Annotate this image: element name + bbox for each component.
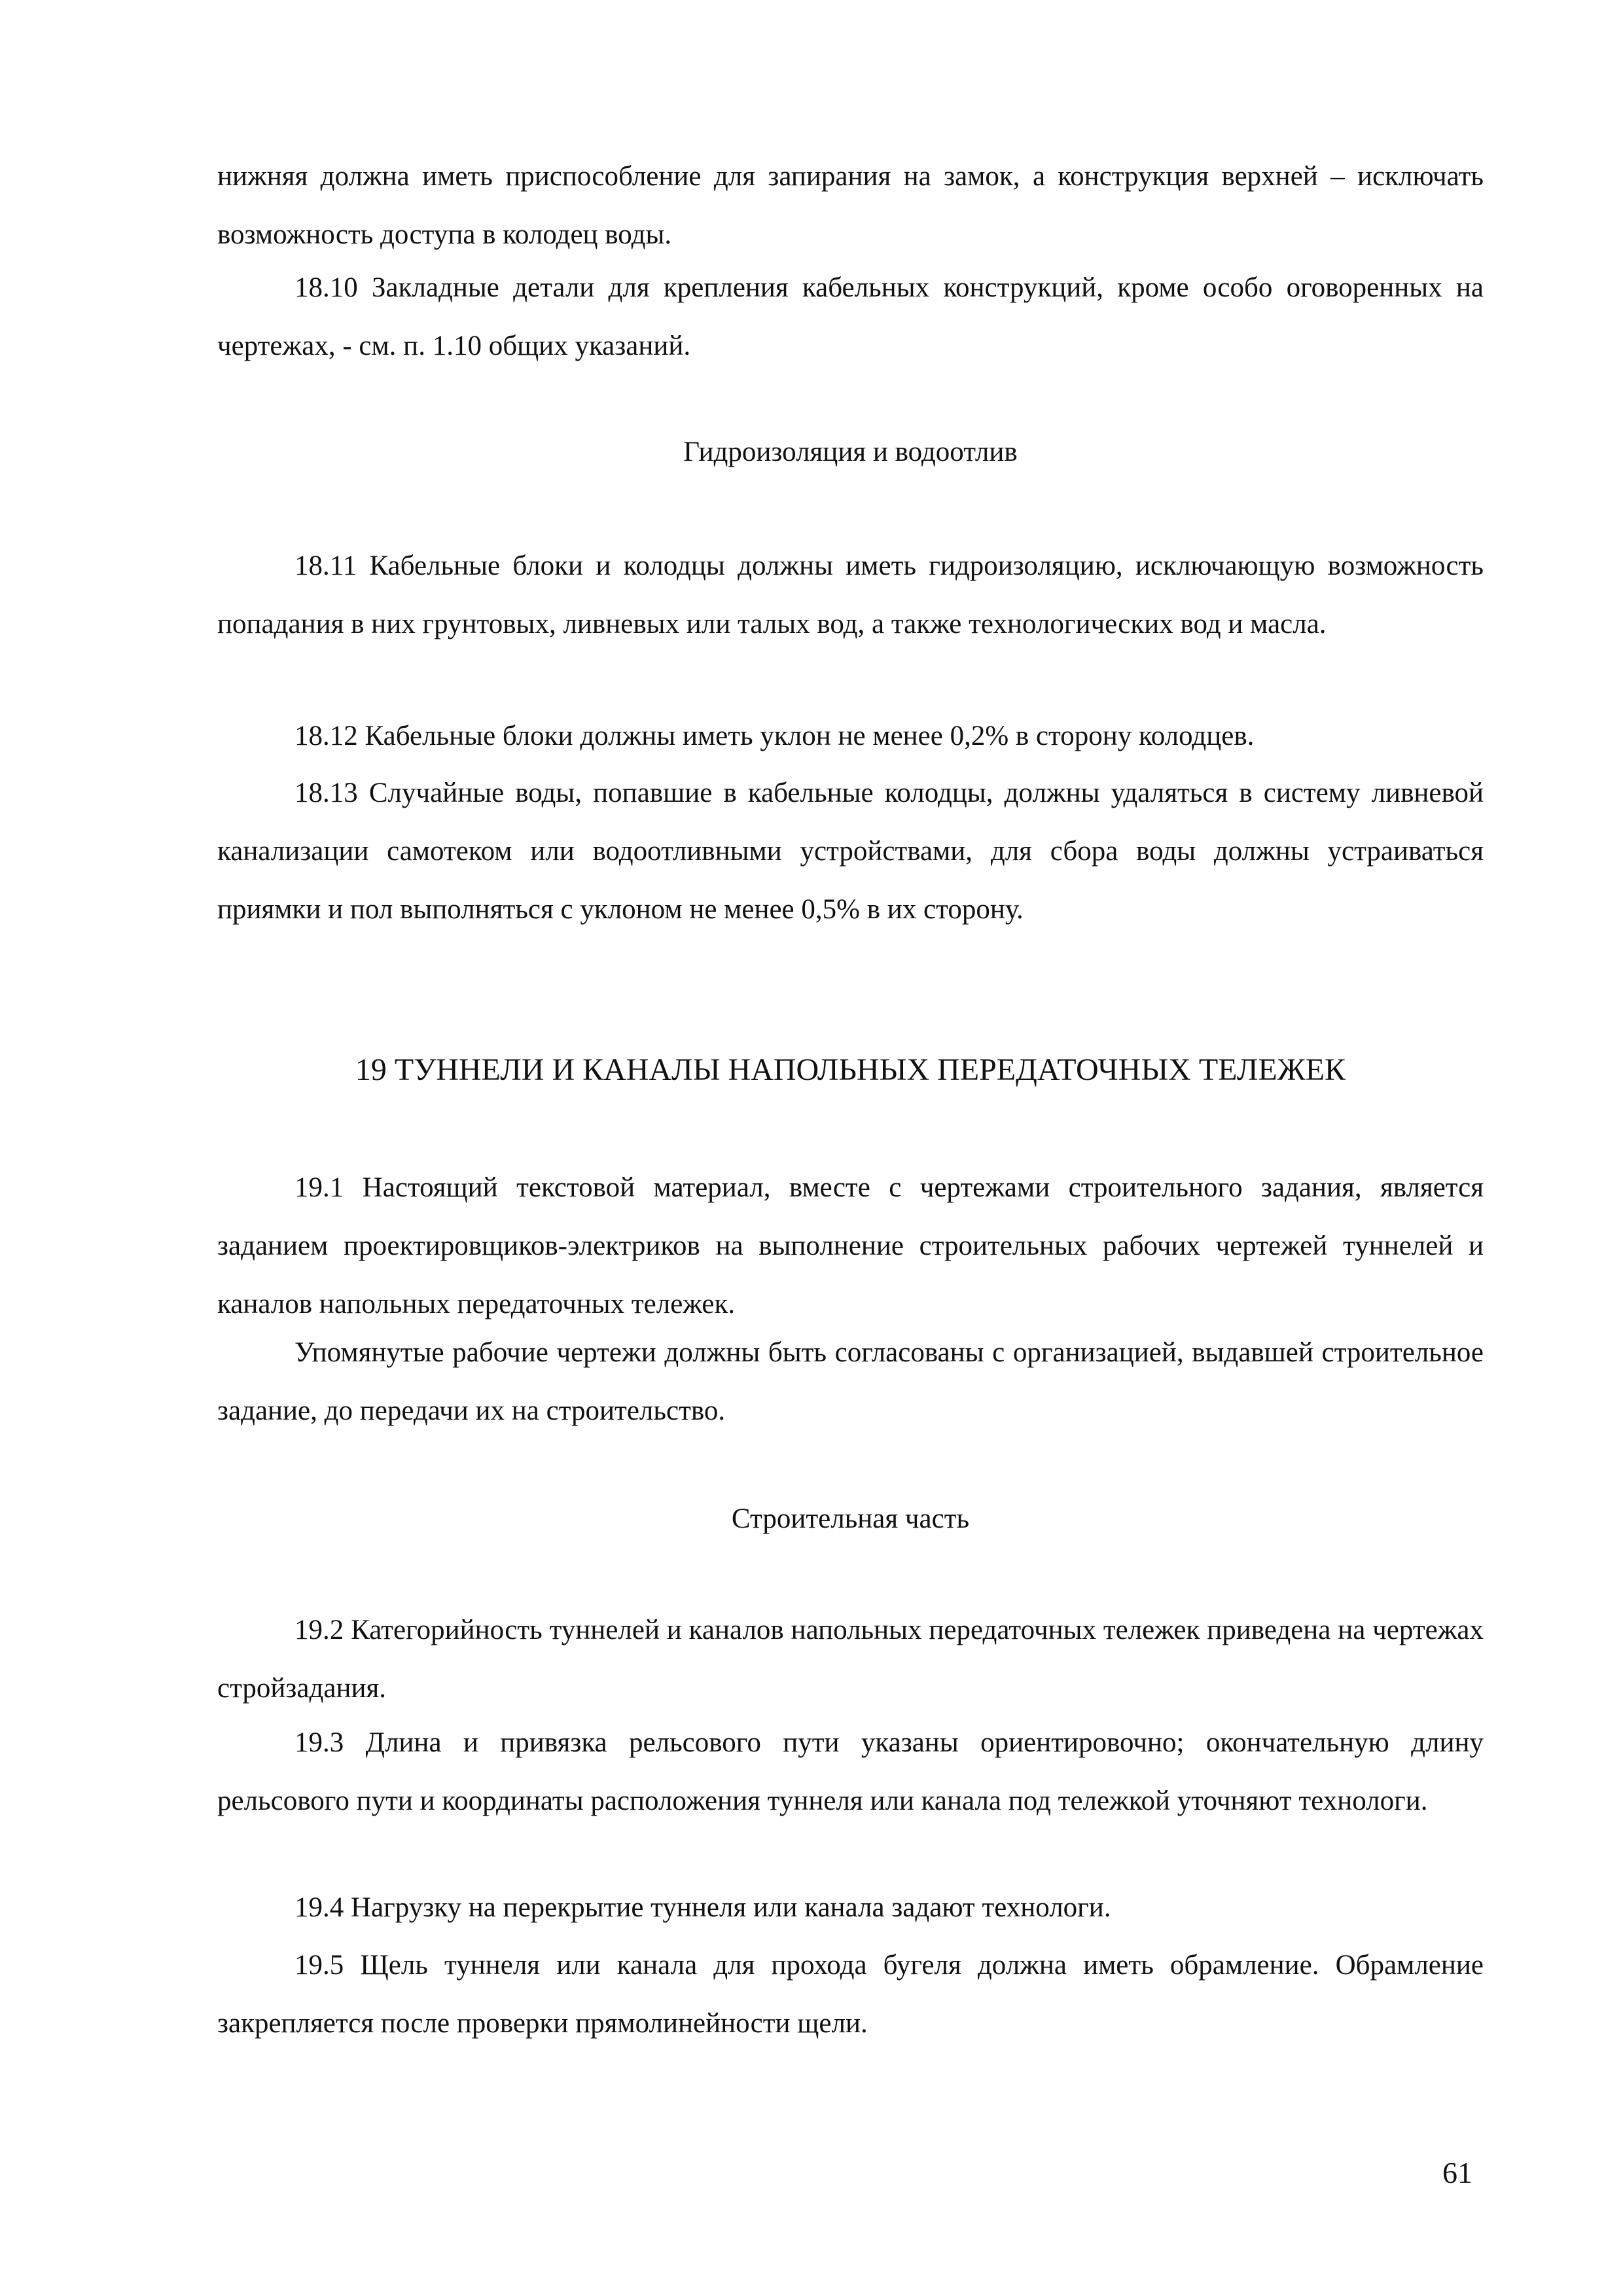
paragraph-18-10: 18.10 Закладные детали для крепления кабельных конструкций, кроме особо оговоренных на чертежах, - см. п. 1.10 общих указаний. (217, 272, 1484, 361)
paragraph-19-5: 19.5 Щель туннеля или канала для прохода бугеля должна иметь обрамление. Обрамление закрепляется после проверки прямолинейности щели. (217, 1950, 1484, 2039)
section-heading-construction: Строительная часть (731, 1503, 970, 1534)
paragraph-18-12: 18.12 Кабельные блоки должны иметь уклон не менее 0,2% в сторону колодцев. (294, 721, 1255, 751)
paragraph-18-13: 18.13 Случайные воды, попавшие в кабельные колодцы, должны удаляться в систему ливневой канализации самотеком или водоотливными устройствами, для сбора воды должны устраиваться приямки и пол выполняться с уклоном не менее 0,5% в их сторону. (217, 778, 1484, 925)
paragraph-18-11: 18.11 Кабельные блоки и колодцы должны иметь гидроизоляцию, исключающую возможность попадания в них грунтовых, ливневых или талых вод, а также технологических вод и масла. (217, 550, 1484, 639)
paragraph-19-2: 19.2 Категорийность туннелей и каналов напольных передаточных тележек приведена на чертежах стройзадания. (217, 1615, 1484, 1704)
paragraph-19-3: 19.3 Длина и привязка рельсового пути указаны ориентировочно; окончательную длину рельсового пути и координаты расположения туннеля или канала под тележкой уточняют технологи. (217, 1727, 1484, 1816)
paragraph-19-4: 19.4 Нагрузку на перекрытие туннеля или канала задают технологи. (294, 1892, 1111, 1923)
chapter-heading-19: 19 ТУННЕЛИ И КАНАЛЫ НАПОЛЬНЫХ ПЕРЕДАТОЧНЫХ ТЕЛЕЖЕК (355, 1052, 1346, 1087)
paragraph-19-1-b: Упомянутые рабочие чертежи должны быть согласованы с организацией, выдавшей строительное задание, до передачи их на строительство. (217, 1337, 1484, 1426)
section-heading-waterproofing: Гидроизоляция и водоотлив (683, 437, 1018, 467)
paragraph-19-1: 19.1 Настоящий текстовой материал, вместе с чертежами строительного задания, является заданием проектировщиков-электриков на выполнение строительных рабочих чертежей туннелей и каналов напольных передаточных тележек. (217, 1172, 1484, 1319)
page-number: 61 (1442, 2156, 1472, 2189)
paragraph-continuation: нижняя должна иметь приспособление для запирания на замок, а конструкция верхней – исключать возможность доступа в колодец воды. (217, 161, 1484, 250)
